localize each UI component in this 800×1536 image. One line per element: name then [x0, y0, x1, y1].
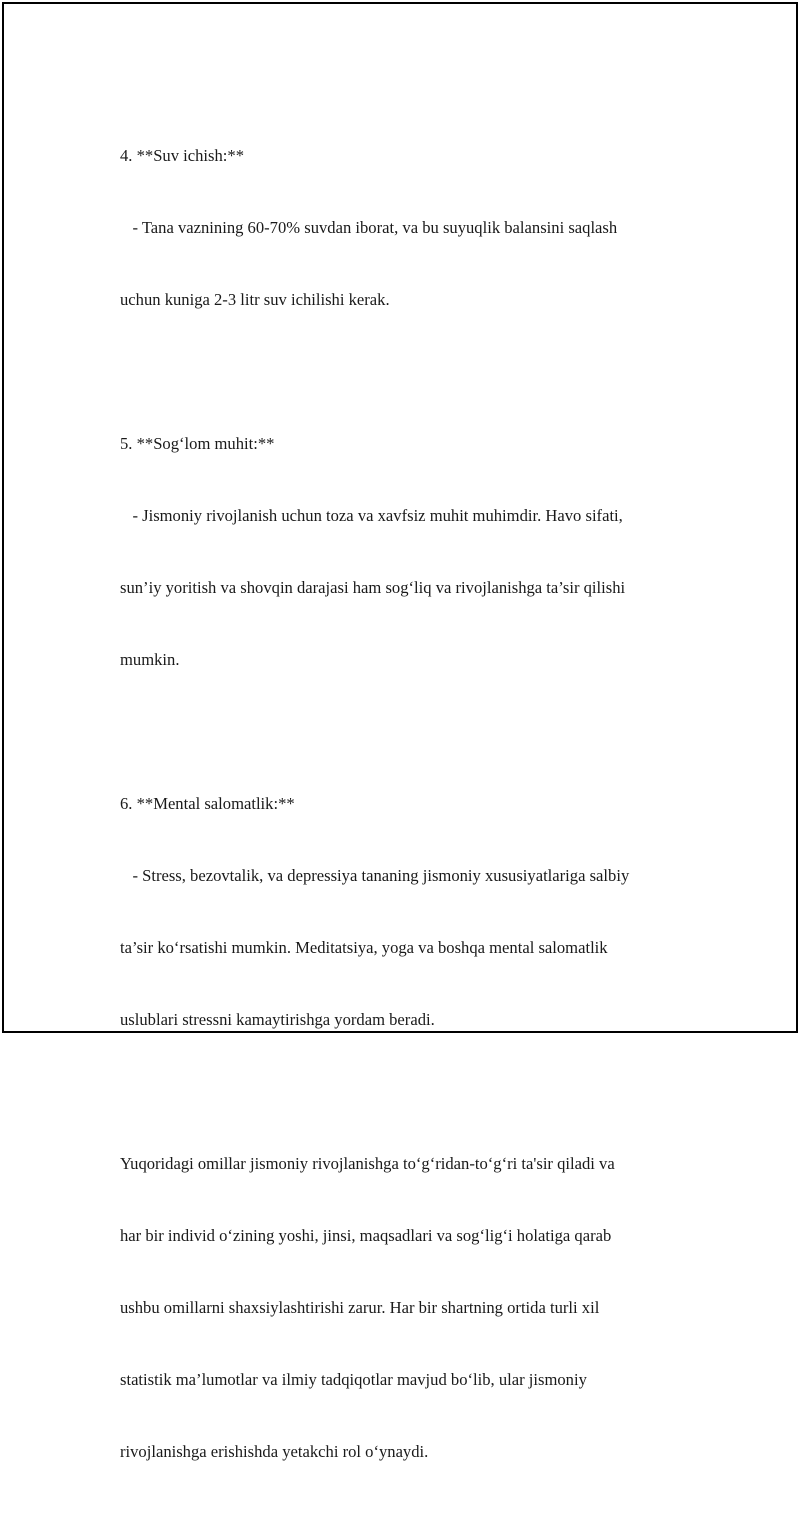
section-line: - Tana vaznining 60-70% suvdan iborat, va bu suyuqlik balansini saqlash: [120, 218, 618, 237]
section-line: uslublari stressni kamaytirishga yordam beradi.: [120, 1010, 435, 1029]
section-heading: 4. **Suv ichish:**: [120, 146, 244, 165]
conclusion-paragraph: [120, 1104, 710, 1512]
section-mental-health: [120, 744, 710, 1080]
section-line: - Jismoniy rivojlanish uchun toza va xavfsiz muhit muhimdir. Havo sifati,: [120, 506, 623, 525]
section-water: [120, 96, 710, 360]
conclusion-line: rivojlanishga erishishda yetakchi rol o‘ynaydi.: [120, 1442, 429, 1461]
conclusion-line: ushbu omillarni shaxsiylashtirishi zarur. Har bir shartning ortida turli xil: [120, 1298, 600, 1317]
section-heading: 5. **Sog‘lom muhit:**: [120, 434, 275, 453]
section-line: - Stress, bezovtalik, va depressiya tananing jismoniy xususiyatlariga salbiy: [120, 866, 630, 885]
conclusion-line: Yuqoridagi omillar jismoniy rivojlanishga to‘g‘ridan-to‘g‘ri ta'sir qiladi va: [120, 1154, 615, 1173]
section-line: uchun kuniga 2-3 litr suv ichilishi kerak.: [120, 290, 390, 309]
section-line: sun’iy yoritish va shovqin darajasi ham sog‘liq va rivojlanishga ta’sir qilishi: [120, 578, 626, 597]
document-page: [2, 2, 798, 1461]
section-heading: 6. **Mental salomatlik:**: [120, 794, 295, 813]
section-environment: [120, 384, 710, 720]
conclusion-line: har bir individ o‘zining yoshi, jinsi, maqsadlari va sog‘lig‘i holatiga qarab: [120, 1226, 612, 1245]
section-line: ta’sir ko‘rsatishi mumkin. Meditatsiya, yoga va boshqa mental salomatlik: [120, 938, 608, 957]
conclusion-line: statistik ma’lumotlar va ilmiy tadqiqotlar mavjud bo‘lib, ular jismoniy: [120, 1370, 587, 1389]
document-body: [120, 96, 710, 1536]
section-line: mumkin.: [120, 650, 180, 669]
